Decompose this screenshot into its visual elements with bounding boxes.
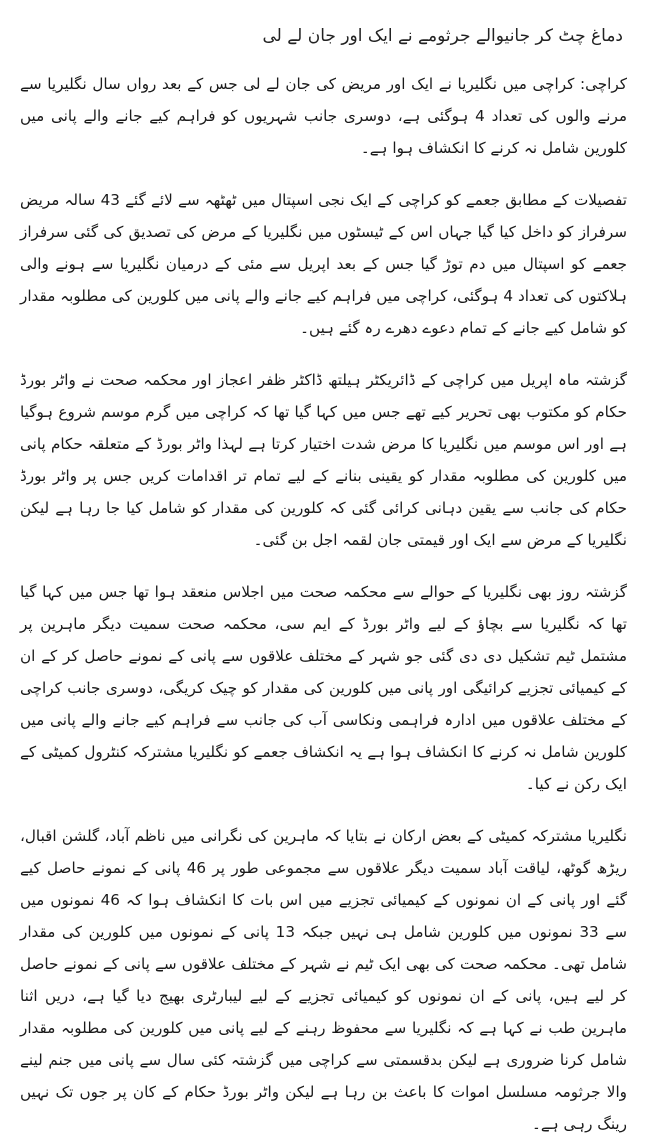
article-paragraph-4: گزشتہ روز بھی نگلیریا کے حوالے سے محکمہ صحت میں اجلاس منعقد ہوا تھا جس میں کہا گیا تھا کہ نگلیریا سے بچاؤ کے لیے واٹر بورڈ کے ایم سی، محکمہ صحت سمیت دیگر ماہرین پر مشتمل ٹیم تشکیل دی دی گئی جو شہر کے مختلف علاقوں سے پانی کے نمونے حاصل کر کے ان کے کیمیائی تجزیے کرائیگی اور پانی میں کلورین کی مقدار کو چیک کریگی، دوسری جانب کراچی کے مختلف علاقوں میں ادارہ فراہمی ونکاسی آب کی جانب سے فراہم کیے جانے والے پانی میں کلورین شامل نہ کرنے کا انکشاف ہوا ہے یہ انکشاف جعمے کو نگلیریا مشترکہ کنٹرول کمیٹی کے ایک رکن نے کیا۔ — [20, 583, 627, 793]
article-paragraph-1: کراچی: کراچی میں نگلیریا نے ایک اور مریض کی جان لے لی جس کے بعد رواں سال نگلیریا سے مرنے والوں کی تعداد 4 ہوگئی ہے، دوسری جانب شہریوں کو فراہم کیے جانے والے پانی میں کلورین شامل نہ کرنے کا انکشاف ہوا ہے۔ — [20, 75, 627, 157]
article-headline: دماغ چٹ کر جانیوالے جرثومے نے ایک اور جان لے لی — [262, 26, 623, 46]
article-paragraph-2: تفصیلات کے مطابق جعمے کو کراچی کے ایک نجی اسپتال میں ٹھٹھہ سے لائے گئے 43 سالہ مریض سرفراز کو داخل کیا گیا جہاں اس کے ٹیسٹوں میں نگلیریا کے مرض کی تصدیق کی گئی سرفراز جعمے کو اسپتال میں دم توڑ گیا جس کے بعد اپریل سے مئی کے درمیان نگلیریا سے ہونے والی ہلاکتوں کی تعداد 4 ہوگئی، کراچی میں فراہم کیے جانے والے پانی میں کلورین کی مطلوبہ مقدار کو شامل کیے جانے کے تمام دعوے دھرے رہ گئے ہیں۔ — [20, 191, 627, 337]
article-paragraph-3: گزشتہ ماہ اپریل میں کراچی کے ڈائریکٹر ہیلتھ ڈاکٹر ظفر اعجاز اور محکمہ صحت نے واٹر بورڈ حکام کو مکتوب بھی تحریر کیے تھے جس میں کہا گیا تھا کہ کراچی میں گرم موسم شروع ہوگیا ہے اور اس موسم میں نگلیریا کا مرض شدت اختیار کرتا ہے لہذا واٹر بورڈ کے متعلقہ حکام پانی میں کلورین کی مطلوبہ مقدار کو یقینی بنانے کے لیے تمام تر اقدامات کریں جس پر واٹر بورڈ حکام کی جانب سے یقین دہانی کرائی گئی کہ کلورین کی مقدار کو شامل کیا جا رہا ہے لیکن نگلیریا کے مرض سے ایک اور قیمتی جان لقمہ اجل بن گئی۔ — [20, 371, 627, 549]
article-paragraph-5: نگلیریا مشترکہ کمیٹی کے بعض ارکان نے بتایا کہ ماہرین کی نگرانی میں ناظم آباد، گلشن اقبال، ریڑھ گوٹھ، لیاقت آباد سمیت دیگر علاقوں سے مجموعی طور پر 46 پانی کے نمونے حاصل کیے گئے اور پانی کے ان نمونوں کے کیمیائی تجزیے میں اس بات کا انکشاف ہوا کہ 46 نمونوں میں سے 33 نمونوں میں کلورین شامل ہی نہیں جبکہ 13 پانی کے نمونوں میں کلورین کی مقدار شامل تھی۔ محکمہ صحت کی بھی ایک ٹیم نے شہر کے مختلف علاقوں سے پانی کے نمونے حاصل کر لیے ہیں، پانی کے ان نمونوں کو کیمیائی تجزیے کے لیے لیبارٹری بھیج دیا گیا ہے، دریں اثنا ماہرین طب نے کہا ہے کہ نگلیریا سے محفوظ رہنے کے لیے پانی میں کلورین کی مطلوبہ مقدار شامل کرنا ضروری ہے لیکن بدقسمتی سے کراچی میں گزشتہ کئی سال سے پانی میں جنم لینے والا جرثومہ مسلسل اموات کا باعث بن رہا ہے لیکن واٹر بورڈ حکام کے کان پر جوں تک نہیں رینگ رہی ہے۔ — [20, 827, 628, 1133]
